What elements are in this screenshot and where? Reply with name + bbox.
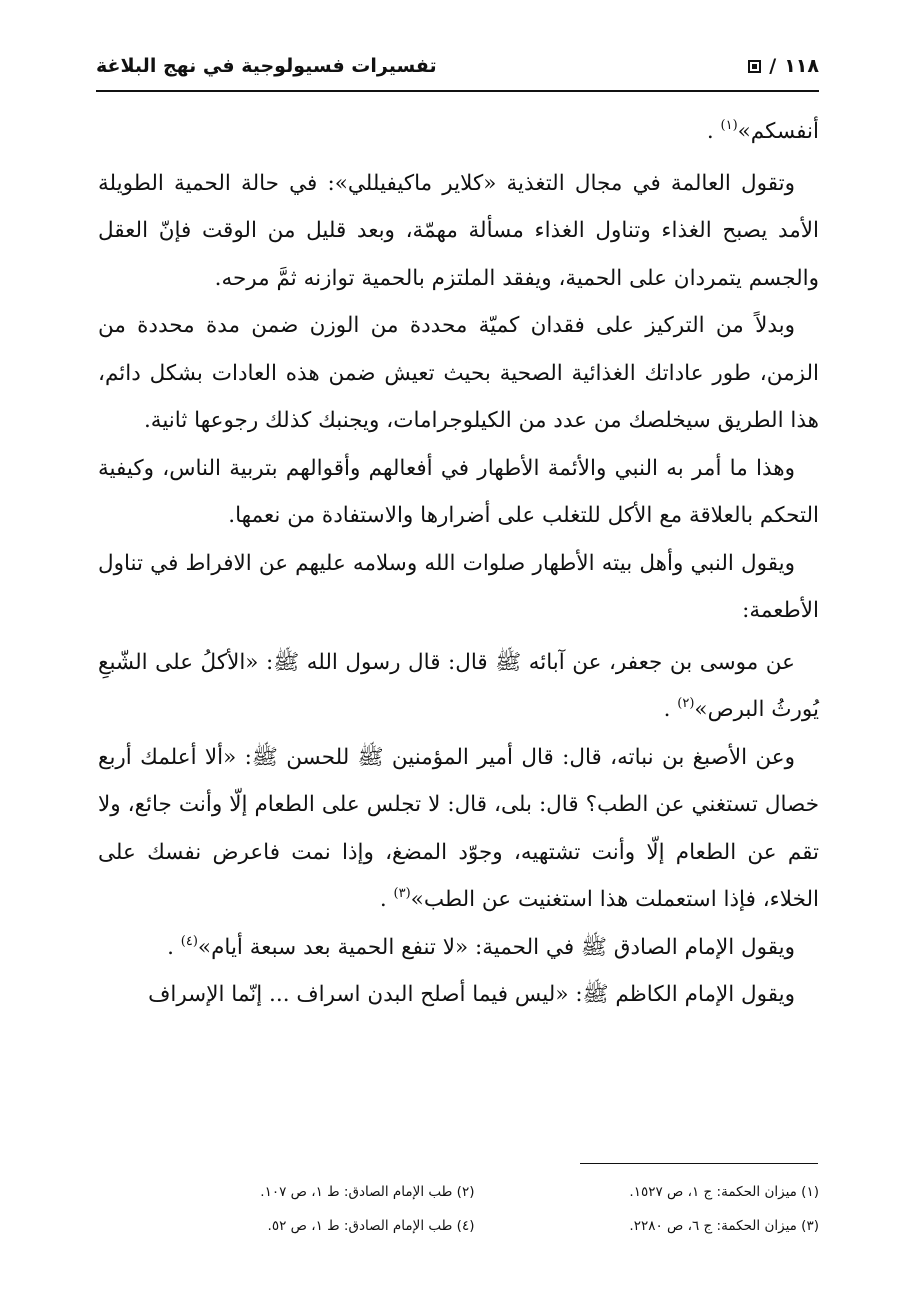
footnote-ref: (٣) [393, 886, 411, 901]
paragraph: وتقول العالمة في مجال التغذية «كلاير ماكيفيللي»: في حالة الحمية الطويلة الأمد يصبح الغذاء وتناول الغذاء مسألة مهمّة، وبعد قليل من الوقت فإنّ العقل والجسم يتمردان على الحمية، ويفقد الملتزم بالحمية توازنه ثمَّ مرحه. [98, 170, 819, 291]
footnote: (١) ميزان الحكمة: ج ١، ص ١٥٢٧. [629, 1184, 819, 1200]
footnotes [170, 1184, 819, 1234]
header-separator: / [769, 55, 777, 77]
square-bullet-icon [748, 60, 761, 73]
running-title: تفسيرات فسيولوجية في نهج البلاغة [96, 55, 437, 77]
paragraph: أنفسكم»$^{(١)}$ . [706, 118, 819, 144]
paragraph: ويقول الإمام الكاظم ﷺ: «ليس فيما أصلح البدن اسراف ... إنّما الإسراف [148, 982, 795, 1007]
paragraph: وبدلاً من التركيز على فقدان كميّة محددة من الوزن ضمن مدة محددة من الزمن، طور عاداتك الغذائية الصحية بحيث تعيش ضمن هذه العادات بشكل دائم، هذا الطريق سيخلصك من عدد من الكيلوجرامات، ويجنبك كذلك رجوعها ثانية. [98, 313, 819, 433]
footnote-ref: (١) [720, 118, 738, 133]
footnote: (٣) ميزان الحكمة: ج ٦، ص ٢٢٨٠. [629, 1218, 819, 1234]
footnote-ref: (٢) [677, 696, 695, 711]
running-header [96, 46, 819, 86]
page-number: ١١٨ [784, 55, 819, 77]
paragraph: ويقول النبي وأهل بيته الأطهار صلوات الله وسلامه عليهم عن الافراط في تناول الأطعمة: [98, 550, 819, 623]
footnote: (٤) طب الإمام الصادق: ط ١، ص ٥٢. [267, 1218, 475, 1234]
paragraph: عن موسى بن جعفر، عن آبائه ﷺ قال: قال رسول الله ﷺ: «الأكلُ على الشّبعِ يُورثُ البرص»$^{(٢)}$ . [98, 649, 819, 722]
paragraph: وهذا ما أمر به النبي والأئمة الأطهار في أفعالهم وأقوالهم بتربية الناس، وكيفية التحكم بالعلاقة مع الأكل للتغلب على أضرارها والاستفادة من نعمها. [98, 455, 819, 528]
footnote-ref: (٤) [180, 933, 198, 949]
footnote: (٢) طب الإمام الصادق: ط ١، ص ١٠٧. [260, 1184, 475, 1200]
header-rule [96, 90, 819, 92]
paragraph: ويقول الإمام الصادق ﷺ في الحمية: «لا تنفع الحمية بعد سبعة أيام»$^{(٤)}$ . [167, 933, 795, 960]
paragraph: وعن الأصبغ بن نباته، قال: قال أمير المؤمنين ﷺ للحسن ﷺ: «ألا أعلمك أربع خصال تستغني عن الطب؟ قال: بلى، قال: لا تجلس على الطعام إلّا وأنت جائع، ولا تقم عن الطعام إلّا وأنت تشتهيه، وجوّد المضغ، وإذا نمت فاعرض نفسك على الخلاء، فإذا استعملت هذا استغنيت عن الطب»$^{(٣)}$ . [98, 744, 819, 912]
main-text [98, 108, 819, 1019]
page-number-group [748, 55, 819, 77]
footnote-rule [580, 1163, 818, 1164]
